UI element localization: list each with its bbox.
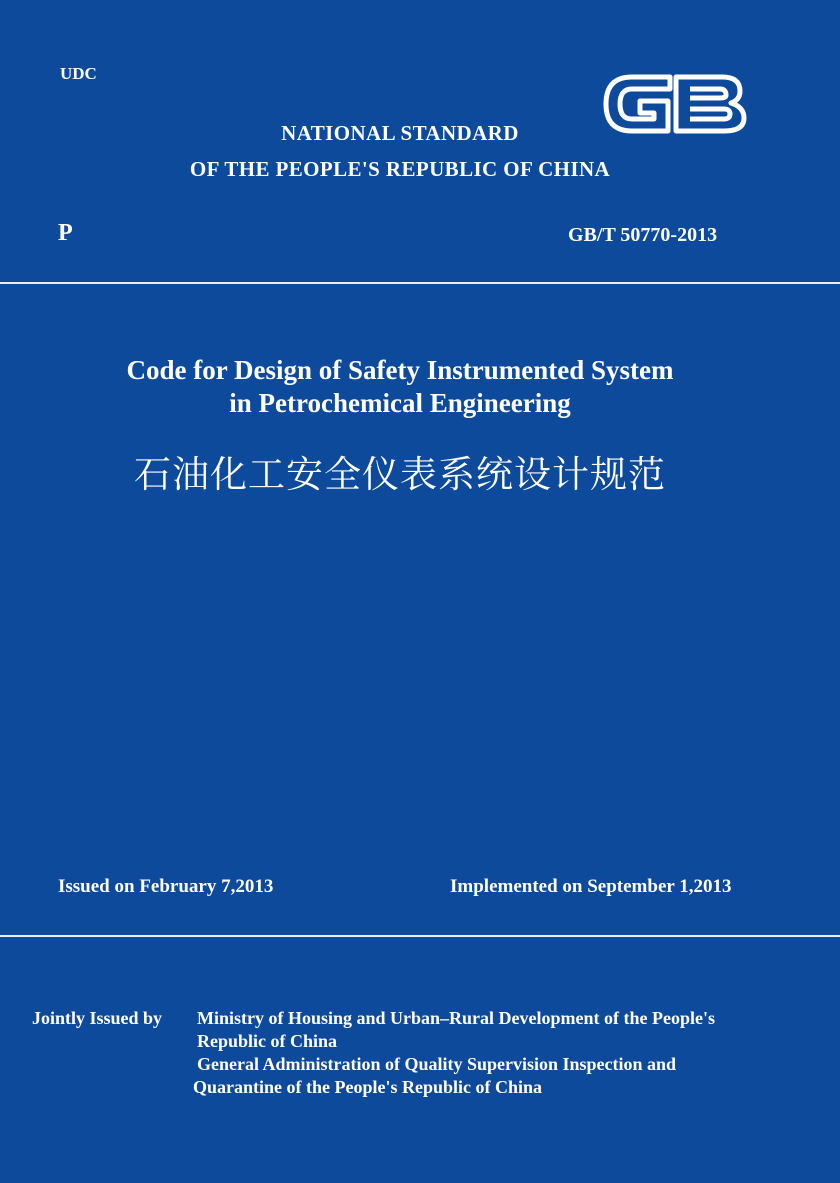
implemented-date: Implemented on September 1,2013 — [450, 876, 732, 897]
title-english-line2: in Petrochemical Engineering — [229, 388, 571, 418]
top-divider — [0, 282, 840, 284]
issued-date: Issued on February 7,2013 — [58, 876, 274, 897]
gb-logo — [600, 67, 750, 141]
title-chinese: 石油化工安全仪表系统设计规范 — [134, 453, 666, 496]
category-code: P — [58, 220, 73, 246]
udc-label: UDC — [60, 64, 97, 83]
bottom-divider — [0, 935, 840, 937]
issuer-line: Quarantine of the People's Republic of China — [193, 1077, 543, 1097]
issuer-line: Republic of China — [197, 1031, 338, 1051]
jointly-issued-label: Jointly Issued by — [32, 1008, 163, 1028]
title-english-line1: Code for Design of Safety Instrumented System — [126, 355, 674, 385]
issuer-line: Ministry of Housing and Urban–Rural Development of the People's — [197, 1008, 716, 1028]
national-standard-line1: NATIONAL STANDARD — [281, 121, 519, 145]
issuer-line: General Administration of Quality Supervision Inspection and — [197, 1054, 677, 1074]
national-standard-line2: OF THE PEOPLE'S REPUBLIC OF CHINA — [189, 157, 611, 181]
standard-number: GB/T 50770-2013 — [568, 224, 718, 246]
